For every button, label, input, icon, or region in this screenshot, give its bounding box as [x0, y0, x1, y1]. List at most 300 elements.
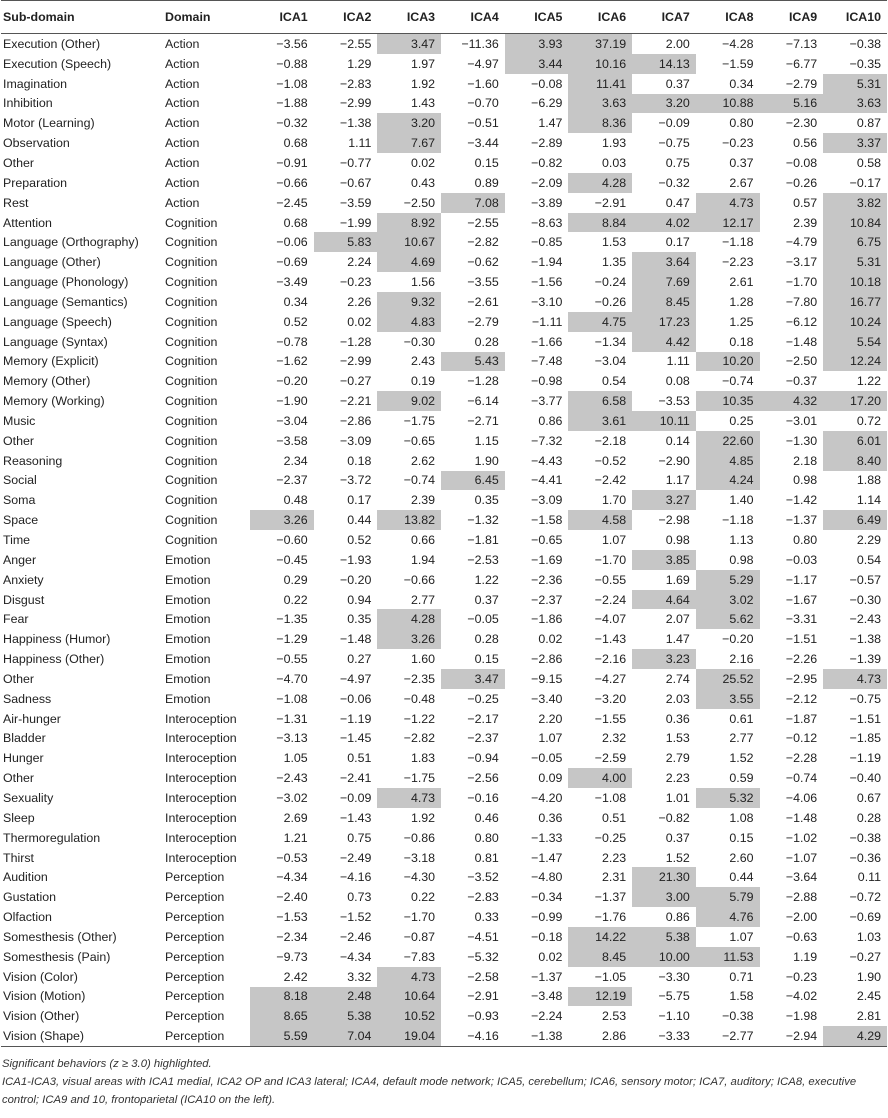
cell-ica9: −6.12	[785, 314, 818, 329]
table-row	[1, 590, 887, 610]
cell-domain: Cognition	[165, 453, 218, 468]
cell-ica2: −1.28	[340, 334, 372, 349]
cell-ica1: −0.45	[276, 552, 308, 567]
cell-ica1: −0.55	[276, 652, 308, 667]
cell-ica1: −2.34	[276, 929, 308, 944]
cell-ica6: −0.55	[594, 572, 627, 587]
cell-ica6: 2.23	[602, 850, 627, 865]
cell-ica10: 1.90	[856, 969, 881, 984]
cell-ica6: 2.86	[568, 1026, 632, 1046]
cell-domain: Interoception	[165, 711, 237, 726]
cell-ica1: 0.68	[283, 215, 308, 230]
cell-ica10: 4.73	[823, 669, 887, 689]
cell-ica4: −1.60	[467, 76, 499, 91]
cell-ica1: −0.88	[276, 56, 308, 71]
cell-ica7: 3.85	[632, 550, 696, 570]
cell-ica4: 0.35	[474, 493, 499, 508]
table-row	[1, 193, 887, 213]
cell-ica2: −1.45	[340, 731, 372, 746]
col-header-ica2: ICA2	[314, 1, 378, 34]
cell-ica3: −3.18	[403, 850, 436, 865]
cell-ica8: 2.77	[729, 731, 754, 746]
cell-ica6: 4.00	[568, 768, 632, 788]
cell-ica8: 0.37	[729, 155, 754, 170]
cell-ica3: 3.20	[377, 113, 441, 133]
cell-ica7: 2.74	[665, 671, 690, 686]
cell-ica2: 0.35	[347, 612, 372, 627]
cell-ica5: −0.99	[531, 910, 563, 925]
cell-ica1: −3.58	[276, 433, 308, 448]
cell-ica10: 0.11	[857, 870, 881, 885]
col-header-ica4: ICA4	[441, 1, 505, 34]
cell-ica2: −2.21	[340, 394, 372, 409]
cell-ica1: −2.40	[276, 890, 308, 905]
cell-ica10: −1.38	[849, 632, 881, 647]
cell-ica5: −1.66	[531, 334, 563, 349]
cell-ica3: −0.87	[403, 929, 436, 944]
cell-domain: Emotion	[165, 612, 211, 627]
cell-ica7: 1.69	[665, 572, 690, 587]
cell-ica5: 3.44	[505, 54, 569, 74]
cell-ica2: −2.55	[340, 36, 372, 51]
cell-sub-domain: Anxiety	[3, 572, 44, 587]
cell-sub-domain: Memory (Other)	[3, 374, 91, 389]
cell-ica4: −5.32	[467, 949, 499, 964]
cell-ica7: −5.75	[658, 989, 690, 1004]
cell-ica8: −1.18	[722, 513, 754, 528]
cell-ica3: −0.74	[403, 473, 436, 488]
cell-ica8: 4.85	[696, 451, 760, 471]
col-header-sub-domain: Sub-domain	[1, 1, 163, 34]
cell-sub-domain: Memory (Working)	[3, 394, 105, 409]
cell-sub-domain: Happiness (Humor)	[3, 632, 111, 647]
cell-ica4: −2.61	[467, 294, 499, 309]
cell-ica2: 0.02	[347, 314, 372, 329]
cell-ica5: 1.07	[538, 731, 563, 746]
cell-ica3: 1.92	[410, 810, 436, 825]
cell-ica1: −2.45	[276, 195, 308, 210]
cell-ica4: −4.51	[467, 929, 499, 944]
cell-ica4: 0.15	[474, 652, 499, 667]
table-row	[1, 232, 887, 252]
cell-domain: Cognition	[165, 513, 218, 528]
cell-ica8: 5.79	[696, 887, 760, 907]
cell-ica7: 2.79	[665, 751, 690, 766]
cell-ica5: −0.98	[531, 374, 563, 389]
cell-ica9: −2.26	[785, 652, 818, 667]
cell-ica5: −4.43	[531, 453, 563, 468]
cell-ica2: 0.44	[347, 513, 372, 528]
cell-ica2: −4.16	[340, 870, 372, 885]
cell-domain: Cognition	[165, 413, 218, 428]
cell-ica10: −2.43	[849, 612, 881, 627]
cell-domain: Action	[165, 116, 200, 131]
cell-ica5: −1.86	[531, 612, 563, 627]
cell-ica1: −1.90	[276, 394, 308, 409]
cell-ica3: 8.92	[377, 213, 441, 233]
cell-sub-domain: Execution (Speech)	[3, 56, 112, 71]
cell-ica8: 3.55	[696, 689, 760, 709]
cell-ica6: 8.36	[568, 113, 632, 133]
cell-ica9: −1.48	[785, 810, 818, 825]
cell-domain: Emotion	[165, 691, 211, 706]
cell-sub-domain: Air-hunger	[3, 711, 61, 726]
cell-ica8: 0.34	[729, 76, 754, 91]
cell-ica10: −0.17	[849, 175, 881, 190]
cell-ica8: 1.07	[729, 929, 754, 944]
cell-ica10: 6.75	[823, 232, 887, 252]
table-row	[1, 828, 887, 848]
cell-ica9: −3.64	[785, 870, 818, 885]
cell-ica8: 5.32	[696, 788, 760, 808]
cell-sub-domain: Somesthesis (Pain)	[3, 949, 111, 964]
cell-ica10: 4.29	[823, 1026, 887, 1046]
cell-ica1: 0.34	[283, 294, 308, 309]
cell-ica5: −1.37	[531, 969, 563, 984]
cell-ica2: 0.18	[347, 453, 372, 468]
cell-ica7: 0.86	[665, 910, 690, 925]
cell-ica2: 2.26	[347, 294, 372, 309]
cell-ica10: 0.54	[856, 552, 881, 567]
cell-ica4: −2.82	[467, 235, 499, 250]
cell-ica6: 3.63	[568, 94, 632, 114]
cell-ica9: −2.28	[785, 751, 818, 766]
cell-ica9: −0.74	[785, 771, 818, 786]
cell-ica6: 37.19	[568, 34, 632, 54]
cell-ica1: −0.66	[276, 175, 308, 190]
cell-ica8: −4.28	[722, 36, 754, 51]
cell-ica8: −0.38	[722, 1009, 754, 1024]
cell-sub-domain: Imagination	[3, 76, 68, 91]
cell-ica10: −1.51	[849, 711, 881, 726]
cell-ica1: 0.29	[283, 572, 308, 587]
cell-ica1: −0.06	[276, 235, 308, 250]
cell-ica5: −0.18	[531, 929, 563, 944]
cell-ica8: 25.52	[696, 669, 760, 689]
cell-ica3: −2.82	[403, 731, 436, 746]
cell-sub-domain: Inhibition	[3, 96, 53, 111]
cell-sub-domain: Bladder	[3, 731, 46, 746]
col-header-domain: Domain	[163, 1, 250, 34]
cell-sub-domain: Vision (Shape)	[1, 1026, 163, 1046]
cell-ica8: 0.59	[729, 771, 754, 786]
cell-ica9: −2.50	[785, 354, 818, 369]
cell-ica4: −0.62	[467, 255, 499, 270]
cell-domain: Emotion	[165, 652, 211, 667]
cell-domain: Perception	[165, 949, 225, 964]
cell-ica1: −2.43	[276, 771, 308, 786]
cell-ica4: −2.56	[467, 771, 499, 786]
cell-ica7: −3.53	[658, 394, 690, 409]
cell-domain: Cognition	[165, 374, 218, 389]
cell-ica5: −4.20	[531, 790, 563, 805]
cell-ica2: −0.09	[340, 790, 372, 805]
cell-ica4: 6.45	[441, 471, 505, 491]
cell-domain: Action	[165, 56, 200, 71]
cell-ica8: 0.18	[729, 334, 754, 349]
cell-ica6: −0.26	[594, 294, 627, 309]
cell-domain: Perception	[165, 989, 225, 1004]
cell-ica6: −4.07	[594, 612, 627, 627]
cell-ica5: −3.48	[531, 989, 563, 1004]
cell-ica1: 0.52	[283, 314, 308, 329]
cell-ica9: −1.51	[785, 632, 818, 647]
cell-ica8: 1.28	[729, 294, 754, 309]
cell-ica3: 9.32	[377, 292, 441, 312]
cell-ica2: 7.04	[314, 1026, 378, 1046]
cell-ica6: −1.55	[594, 711, 627, 726]
cell-ica7: 4.02	[632, 213, 696, 233]
cell-ica3: 2.62	[410, 453, 436, 468]
table-row	[1, 748, 887, 768]
cell-ica10: 10.84	[823, 213, 887, 233]
cell-ica5: −7.32	[531, 433, 563, 448]
cell-ica5: −4.80	[531, 870, 563, 885]
cell-ica10: −0.36	[849, 850, 881, 865]
cell-ica10: −0.38	[849, 36, 881, 51]
cell-ica4: −1.81	[467, 533, 499, 548]
cell-ica4: −1.28	[467, 374, 499, 389]
cell-sub-domain: Hunger	[3, 751, 44, 766]
cell-ica9: −7.13	[785, 36, 818, 51]
cell-ica1: 1.21	[283, 830, 308, 845]
cell-ica6: 8.84	[568, 213, 632, 233]
table-row	[1, 689, 887, 709]
cell-domain: Interoception	[165, 790, 237, 805]
cell-ica10: −1.19	[849, 751, 881, 766]
cell-ica6: 8.45	[568, 947, 632, 967]
cell-ica9: −1.98	[785, 1009, 818, 1024]
cell-ica8: 11.53	[696, 947, 760, 967]
cell-domain: Emotion	[165, 552, 211, 567]
cell-ica3: 3.47	[377, 34, 441, 54]
cell-domain: Cognition	[165, 354, 218, 369]
cell-ica2: 0.51	[347, 751, 372, 766]
cell-ica10: 1.22	[856, 374, 881, 389]
cell-ica9: −0.03	[785, 552, 818, 567]
cell-domain: Interoception	[165, 850, 237, 865]
cell-ica4: 0.80	[474, 830, 499, 845]
cell-ica3: 0.43	[410, 175, 436, 190]
cell-ica1: −1.62	[276, 354, 308, 369]
cell-ica2: 0.94	[347, 592, 372, 607]
cell-ica4: −0.25	[467, 691, 499, 706]
cell-ica9: 0.98	[793, 473, 818, 488]
cell-ica10: 0.72	[856, 413, 881, 428]
cell-ica5: 0.02	[538, 949, 563, 964]
cell-ica6: 4.58	[568, 510, 632, 530]
cell-ica9: −3.31	[785, 612, 818, 627]
cell-ica9: −2.88	[785, 890, 818, 905]
cell-ica5: −2.36	[531, 572, 563, 587]
table-row	[1, 213, 887, 233]
cell-sub-domain: Vision (Motion)	[3, 989, 86, 1004]
cell-ica6: −1.34	[594, 334, 627, 349]
cell-ica9: −1.70	[785, 275, 818, 290]
cell-ica2: −1.19	[340, 711, 372, 726]
cell-ica6: −3.20	[594, 691, 627, 706]
cell-ica9: −1.07	[785, 850, 818, 865]
cell-ica5: 3.93	[505, 34, 569, 54]
cell-ica6: −2.42	[594, 473, 627, 488]
cell-domain: Perception	[163, 1026, 250, 1046]
cell-ica5: −3.10	[531, 294, 563, 309]
table-row	[1, 252, 887, 272]
cell-domain: Interoception	[165, 771, 237, 786]
cell-ica1: −1.88	[276, 96, 308, 111]
cell-ica5: −2.37	[531, 592, 563, 607]
cell-ica7: −0.82	[658, 810, 690, 825]
cell-ica5: −8.63	[531, 215, 563, 230]
cell-ica8: −0.74	[722, 374, 754, 389]
cell-sub-domain: Anger	[3, 552, 37, 567]
cell-ica1: 0.48	[283, 493, 308, 508]
cell-ica1: −3.56	[276, 36, 308, 51]
cell-ica3: −4.30	[403, 870, 436, 885]
cell-ica3: 2.77	[410, 592, 436, 607]
cell-ica7: 0.14	[665, 433, 690, 448]
cell-sub-domain: Audition	[3, 870, 48, 885]
cell-ica8: 0.15	[729, 830, 754, 845]
cell-ica2: −1.38	[340, 116, 372, 131]
cell-ica2: 3.32	[347, 969, 372, 984]
cell-ica7: 10.00	[632, 947, 696, 967]
cell-ica2: −4.97	[340, 671, 372, 686]
cell-ica3: −1.75	[403, 771, 436, 786]
cell-ica3: 4.28	[377, 609, 441, 629]
cell-ica9: −1.42	[785, 493, 818, 508]
cell-ica3: −0.86	[403, 830, 436, 845]
cell-ica8: 0.61	[729, 711, 754, 726]
cell-ica9: −4.79	[785, 235, 818, 250]
cell-ica6: −1.70	[594, 552, 627, 567]
cell-ica4: −2.37	[467, 731, 499, 746]
table-row	[1, 768, 887, 788]
cell-ica2: −2.83	[340, 76, 372, 91]
cell-sub-domain: Rest	[3, 195, 29, 210]
cell-ica5: −1.94	[531, 255, 563, 270]
cell-ica5: −1.47	[531, 850, 563, 865]
cell-ica10: −0.75	[849, 691, 881, 706]
cell-ica8: 2.60	[729, 850, 754, 865]
cell-ica8: −2.77	[696, 1026, 760, 1046]
table-row	[1, 471, 887, 491]
cell-ica8: 3.02	[696, 590, 760, 610]
cell-ica4: −0.16	[467, 790, 499, 805]
cell-ica7: 7.69	[632, 272, 696, 292]
cell-ica8: 10.20	[696, 352, 760, 372]
cell-domain: Cognition	[165, 433, 218, 448]
cell-ica7: 1.11	[666, 354, 690, 369]
cell-ica10: −0.38	[849, 830, 881, 845]
cell-ica3: 0.22	[410, 890, 436, 905]
cell-ica5: 0.09	[538, 771, 563, 786]
cell-ica2: −0.06	[340, 691, 372, 706]
cell-ica7: 3.27	[632, 490, 696, 510]
table-row	[1, 927, 887, 947]
table-row	[1, 669, 887, 689]
cell-ica6: 4.75	[568, 312, 632, 332]
cell-ica5: −3.77	[531, 394, 563, 409]
cell-ica4: 1.15	[474, 433, 499, 448]
cell-domain: Action	[165, 195, 200, 210]
cell-ica5: 0.02	[538, 632, 563, 647]
cell-ica7: −0.09	[658, 116, 690, 131]
cell-sub-domain: Olfaction	[3, 910, 52, 925]
cell-sub-domain: Vision (Other)	[3, 1009, 80, 1024]
cell-ica3: 4.73	[377, 967, 441, 987]
cell-sub-domain: Language (Syntax)	[3, 334, 108, 349]
cell-ica5: −0.05	[531, 751, 563, 766]
cell-ica5: 0.86	[538, 413, 563, 428]
cell-ica2: 0.27	[347, 652, 372, 667]
cell-sub-domain: Language (Speech)	[3, 314, 112, 329]
cell-ica9: 0.57	[793, 195, 818, 210]
cell-ica7: −3.33	[632, 1026, 696, 1046]
cell-ica10: 0.67	[856, 790, 881, 805]
cell-ica1: −4.70	[276, 671, 308, 686]
cell-domain: Perception	[165, 870, 225, 885]
cell-ica10: 2.81	[856, 1009, 881, 1024]
cell-ica2: −0.20	[340, 572, 372, 587]
cell-ica5: −4.41	[531, 473, 563, 488]
cell-ica3: −0.66	[403, 572, 436, 587]
table-row	[1, 947, 887, 967]
cell-ica1: 0.22	[283, 592, 308, 607]
cell-ica5: −2.24	[531, 1009, 563, 1024]
cell-ica6: −2.91	[594, 195, 627, 210]
cell-ica5: −3.40	[531, 691, 563, 706]
cell-sub-domain: Sleep	[3, 810, 35, 825]
cell-ica10: −1.39	[849, 652, 881, 667]
cell-ica8: 2.67	[729, 175, 754, 190]
cell-ica1: 2.34	[283, 453, 308, 468]
cell-ica6: 0.03	[602, 155, 627, 170]
cell-ica7: 4.64	[632, 590, 696, 610]
cell-ica4: −3.52	[467, 870, 499, 885]
cell-ica3: 1.56	[410, 275, 436, 290]
cell-ica1: 8.65	[250, 1006, 314, 1026]
cell-ica8: 5.62	[696, 609, 760, 629]
cell-ica7: 0.47	[665, 195, 690, 210]
cell-domain: Cognition	[165, 235, 218, 250]
cell-ica3: 10.67	[377, 232, 441, 252]
cell-ica6: −3.04	[594, 354, 627, 369]
cell-ica6: 2.31	[602, 870, 627, 885]
table-row	[1, 113, 887, 133]
cell-ica4: −2.79	[467, 314, 499, 329]
cell-ica2: −0.27	[340, 374, 372, 389]
cell-ica7: −2.98	[658, 513, 690, 528]
cell-ica6: 6.58	[568, 391, 632, 411]
cell-domain: Cognition	[165, 215, 218, 230]
cell-ica10: −0.35	[849, 56, 881, 71]
cell-ica9: −3.17	[785, 255, 818, 270]
cell-ica5: −1.11	[532, 314, 563, 329]
cell-ica7: −0.32	[658, 175, 690, 190]
cell-ica9: 2.39	[793, 215, 818, 230]
table-row	[1, 272, 887, 292]
cell-ica1: 3.26	[250, 510, 314, 530]
cell-ica10: −0.69	[849, 910, 881, 925]
cell-ica5: −1.38	[505, 1026, 569, 1046]
cell-ica8: −0.20	[722, 632, 754, 647]
cell-ica7: 10.11	[632, 411, 696, 431]
cell-ica3: 3.26	[377, 629, 441, 649]
cell-ica1: −3.13	[276, 731, 308, 746]
table-row	[1, 788, 887, 808]
cell-ica2: −0.23	[340, 275, 372, 290]
